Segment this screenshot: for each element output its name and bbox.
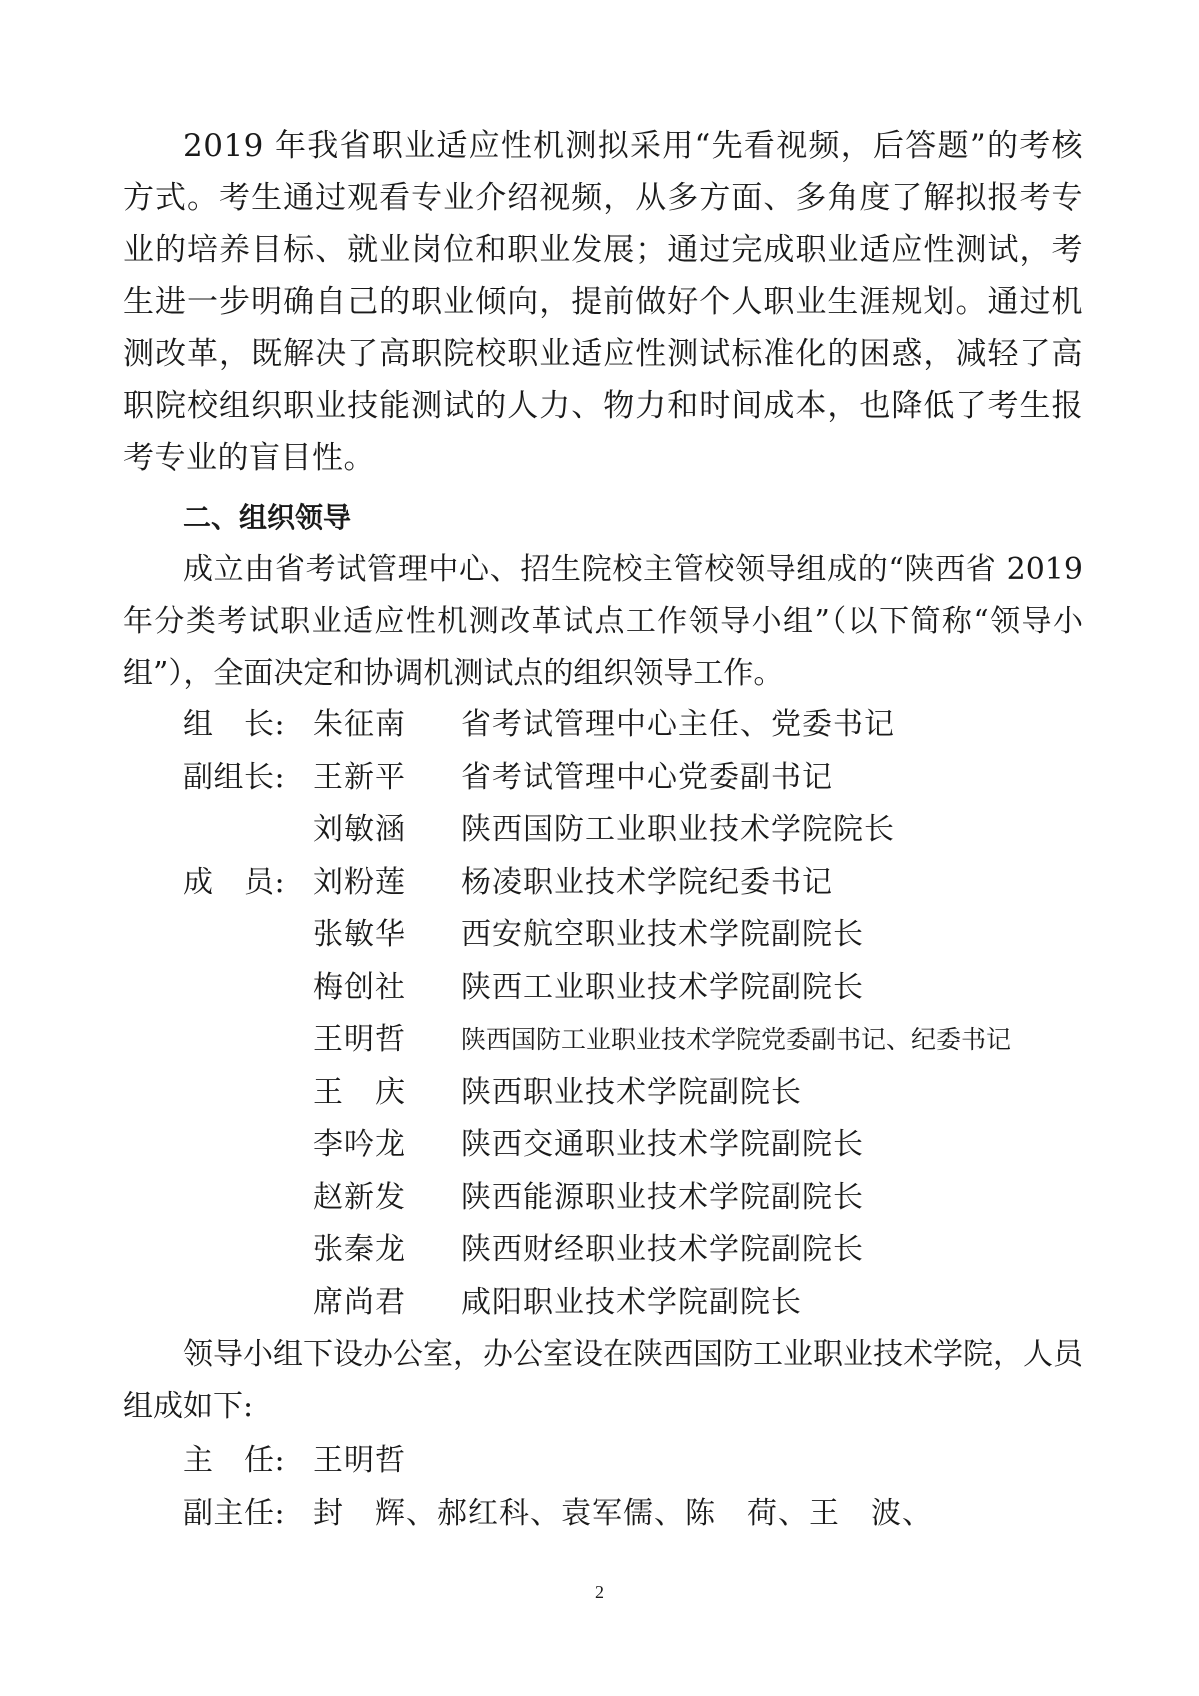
roster-row xyxy=(183,1172,1063,1225)
office-paragraph xyxy=(123,1329,1083,1433)
roster-row xyxy=(183,1277,1063,1330)
office-role: 主 任: xyxy=(183,1443,286,1478)
office-members: 封 辉、郝红科、袁军儒、陈 荷、王 波、 xyxy=(313,1495,933,1531)
paragraph-text: 成立由省考试管理中心、招生院校主管校领导组成的“陕西省 2019 年分类考试职业适应性机测改革试点工作领导小组”（以下简称“领导小组”），全面决定和协调机测试点的组织领导工作。 xyxy=(123,552,1083,691)
roster-row xyxy=(183,857,1063,910)
office-row xyxy=(183,1435,1063,1488)
leadership-roster xyxy=(183,699,1063,1329)
roster-role: 成 员: xyxy=(183,864,286,900)
roster-name: 张敏华 xyxy=(313,917,406,952)
roster-title: 杨凌职业技术学院纪委书记 xyxy=(461,864,833,900)
roster-row xyxy=(183,962,1063,1015)
roster-name: 王明哲 xyxy=(313,1022,406,1057)
roster-name: 刘敏涵 xyxy=(313,812,406,847)
roster-name: 席尚君 xyxy=(313,1284,406,1320)
roster-name: 张秦龙 xyxy=(313,1232,406,1267)
roster-name: 赵新发 xyxy=(313,1179,406,1215)
leadership-paragraph xyxy=(123,544,1083,700)
page-number: 2 xyxy=(595,1582,604,1602)
roster-title: 陕西工业职业技术学院副院长 xyxy=(461,969,864,1005)
roster-title: 陕西职业技术学院副院长 xyxy=(461,1074,802,1110)
roster-title: 咸阳职业技术学院副院长 xyxy=(461,1284,802,1320)
roster-row xyxy=(183,1014,1063,1067)
roster-title: 陕西国防工业职业技术学院党委副书记、纪委书记 xyxy=(461,1025,1012,1054)
office-roster xyxy=(183,1435,1063,1540)
roster-title: 陕西国防工业职业技术学院院长 xyxy=(461,812,895,847)
roster-title: 陕西财经职业技术学院副院长 xyxy=(461,1232,864,1267)
roster-role: 组 长: xyxy=(183,707,286,742)
roster-role: 副组长: xyxy=(183,759,286,795)
roster-row xyxy=(183,699,1063,752)
roster-name: 王新平 xyxy=(313,759,406,795)
intro-paragraph xyxy=(123,120,1083,484)
roster-row xyxy=(183,909,1063,962)
section-heading: 二、组织领导 xyxy=(183,501,352,534)
paragraph-text: 领导小组下设办公室，办公室设在陕西国防工业职业技术学院，人员组成如下: xyxy=(123,1337,1083,1424)
paragraph-text: 2019 年我省职业适应性机测拟采用“先看视频，后答题”的考核方式。考生通过观看专业介绍视频，从多方面、多角度了解拟报考专业的培养目标、就业岗位和职业发展；通过完成职业适应性测试，考生进一步明确自己的职业倾向，提前做好个人职业生涯规划。通过机测改革，既解决了高职院校职业适应性测试标准化的困惑，减轻了高职院校组织职业技能测试的人力、物力和时间成本，也降低了考生报考专业的盲目性。 xyxy=(123,128,1083,476)
roster-name: 王 庆 xyxy=(313,1074,406,1110)
roster-row xyxy=(183,1119,1063,1172)
roster-name: 梅创社 xyxy=(313,969,406,1005)
roster-title: 陕西能源职业技术学院副院长 xyxy=(461,1179,864,1215)
office-row xyxy=(183,1488,1063,1541)
roster-name: 朱征南 xyxy=(313,707,406,742)
roster-title: 省考试管理中心主任、党委书记 xyxy=(461,707,895,742)
roster-title: 陕西交通职业技术学院副院长 xyxy=(461,1127,864,1162)
roster-name: 刘粉莲 xyxy=(313,864,406,900)
roster-name: 李吟龙 xyxy=(313,1127,406,1162)
office-members: 王明哲 xyxy=(313,1443,406,1478)
roster-row xyxy=(183,804,1063,857)
roster-row xyxy=(183,1067,1063,1120)
office-role: 副主任: xyxy=(183,1495,286,1531)
roster-title: 省考试管理中心党委副书记 xyxy=(461,759,833,795)
roster-title: 西安航空职业技术学院副院长 xyxy=(461,917,864,952)
roster-row xyxy=(183,752,1063,805)
roster-row xyxy=(183,1224,1063,1277)
